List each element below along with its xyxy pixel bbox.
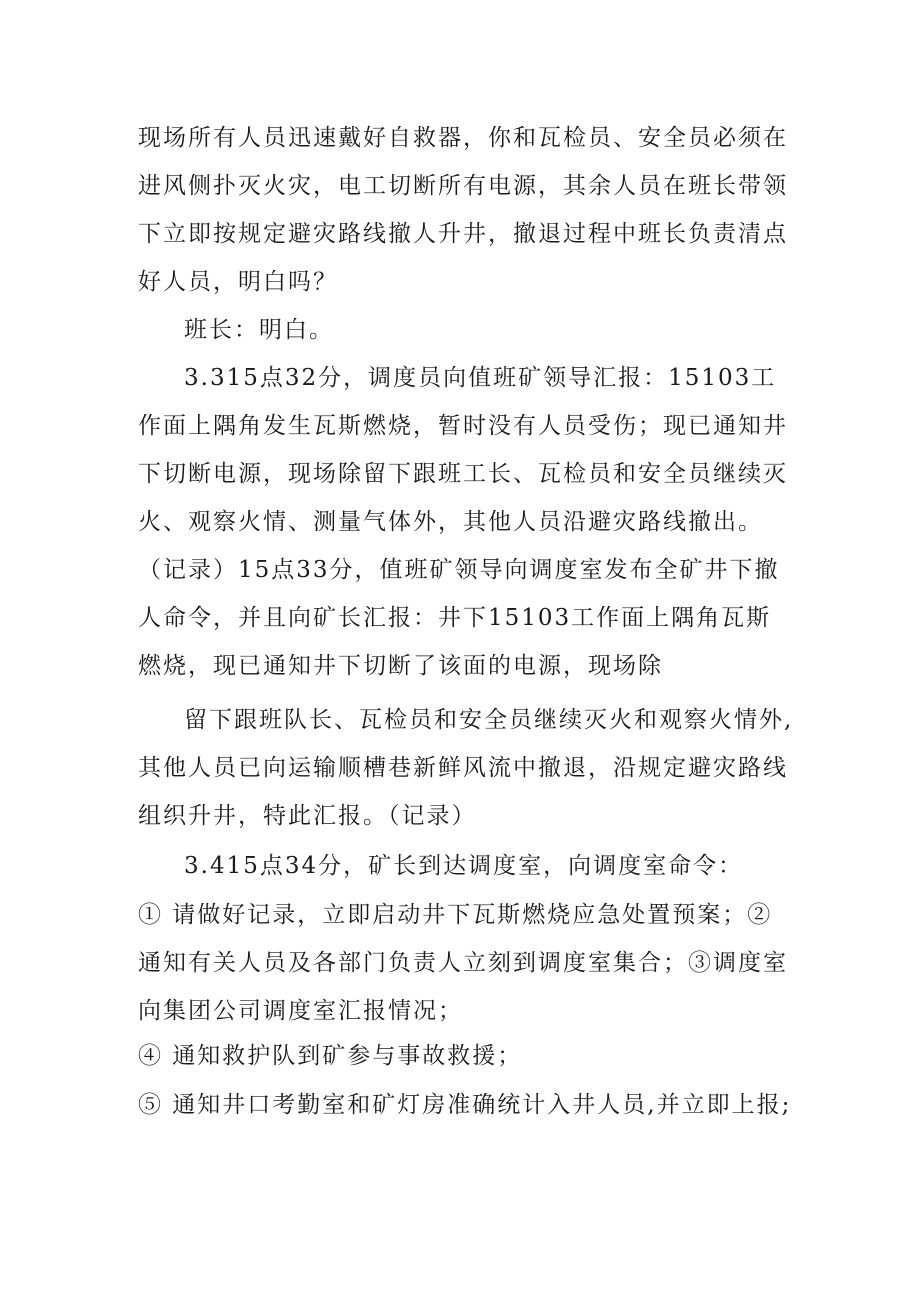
paragraph-6: ① 请做好记录，立即启动井下瓦斯燃烧应急处置预案；②通知有关人员及各部门负责人立刻到调度室集合；③调度室向集团公司调度室汇报情况； [138, 902, 788, 1024]
paragraph-5: 3.415点34分，矿长到达调度室，向调度室命令： [184, 853, 744, 879]
paragraph-7: ④ 通知救护队到矿参与事故救援； [138, 1043, 523, 1069]
paragraph-8: ⑤ 通知井口考勤室和矿灯房准确统计入井人员,并立即上报; [138, 1092, 792, 1118]
paragraph-1: 现场所有人员迅速戴好自救器，你和瓦检员、安全员必须在进风侧扑灭火灾，电工切断所有电源，其余人员在班长带领下立即按规定避灾路线撤人升井，撤退过程中班长负责清点好人员，明白吗？ [138, 125, 788, 295]
paragraph-4: 留下跟班队长、瓦检员和安全员继续灭火和观察火情外,其他人员已向运输顺槽巷新鲜风流中撤退，沿规定避灾路线组织升井，特此汇报。（记录） [138, 707, 794, 829]
paragraph-3: 3.315点32分，调度员向值班矿领导汇报：15103工作面上隅角发生瓦斯燃烧，暂时没有人员受伤；现已通知井下切断电源，现场除留下跟班工长、瓦检员和安全员继续灭火、观察火情、测量气体外，其他人员沿避灾路线撤出。（记录）15点33分，值班矿领导向调度室发布全矿井下撤人命令，并且向矿长汇报：井下15103工作面上隅角瓦斯燃烧，现已通知井下切断了该面的电源，现场除 [138, 365, 788, 679]
paragraph-2: 班长：明白。 [184, 317, 334, 343]
